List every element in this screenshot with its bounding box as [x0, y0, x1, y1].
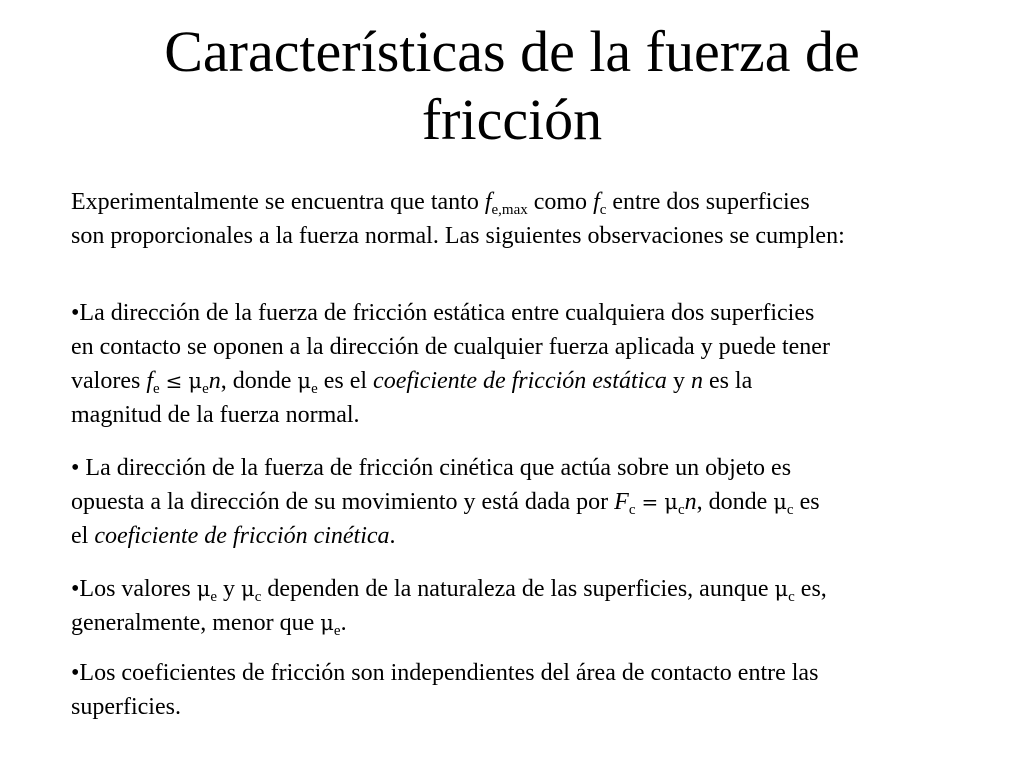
subscript: e: [311, 381, 318, 397]
bullet-contact-area: [71, 656, 971, 724]
symbol-n: n: [208, 368, 221, 394]
symbol-f: f: [146, 368, 153, 394]
slide-title: [0, 18, 1024, 155]
bullet-text: es: [793, 489, 820, 515]
intro-paragraph: [71, 185, 971, 253]
symbol-n: n: [684, 489, 697, 515]
leq-symbol: ≤: [165, 369, 183, 393]
bullet-kinetic-friction: [71, 451, 971, 553]
mu-symbol: μ: [320, 611, 334, 635]
bullet2-line-3: [71, 519, 971, 553]
subscript: e: [152, 381, 160, 397]
equals-symbol: =: [641, 490, 659, 514]
intro-text: como: [527, 189, 594, 215]
subscript: c: [788, 589, 795, 605]
subscript: e: [202, 381, 209, 397]
intro-line-1: [71, 185, 971, 219]
bullet-text: generalmente, menor que: [71, 610, 321, 636]
symbol-F: F: [614, 489, 629, 515]
subscript: e: [210, 589, 218, 605]
subscript: e: [333, 623, 341, 639]
bullet1-line-1: •La dirección de la fuerza de fricción estática entre cualquiera dos superficies: [71, 300, 815, 326]
subscript: c: [599, 202, 607, 218]
symbol-f: f: [593, 189, 600, 215]
subscript: e,max: [491, 202, 528, 218]
bullet1-line-3: [71, 364, 971, 398]
subscript: c: [786, 502, 794, 518]
title-line-2: fricción: [421, 87, 603, 153]
bullet-coefficient-values: [71, 572, 971, 640]
intro-line-2: son proporcionales a la fuerza normal. Las siguientes observaciones se cumplen:: [71, 223, 845, 249]
subscript: c: [628, 502, 636, 518]
bullet-text: •Los valores: [71, 576, 197, 602]
bullet-text: es la: [702, 368, 753, 394]
subscript: c: [677, 502, 685, 518]
bullet1-line-2: en contacto se oponen a la dirección de cualquier fuerza aplicada y puede tener: [71, 334, 830, 360]
title-line-1: Características de la fuerza de: [164, 19, 860, 84]
intro-text: entre dos superficies: [606, 189, 810, 215]
coefficient-term: coeficiente de fricción estática: [373, 368, 667, 394]
bullet-text: , donde: [696, 489, 774, 515]
bullet2-line-1: • La dirección de la fuerza de fricción cinética que actúa sobre un objeto es: [71, 455, 792, 481]
bullet-text: opuesta a la dirección de su movimiento y está dada por: [71, 489, 615, 515]
bullet-text: es,: [794, 576, 827, 602]
bullet-text: , donde: [220, 368, 298, 394]
subscript: c: [254, 589, 262, 605]
mu-symbol: μ: [196, 577, 211, 601]
bullet-text: y: [217, 576, 242, 602]
mu-symbol: μ: [188, 369, 203, 393]
intro-text: Experimentalmente se encuentra que tanto: [71, 189, 485, 215]
mu-symbol: μ: [773, 490, 787, 514]
bullet-static-friction: [71, 296, 971, 432]
bullet1-line-4: magnitud de la fuerza normal.: [71, 402, 360, 428]
bullet3-line-2: [71, 606, 971, 640]
bullet2-line-2: [71, 485, 971, 519]
bullet-text: es el: [317, 368, 374, 394]
bullet-text: valores: [71, 368, 147, 394]
mu-symbol: μ: [241, 577, 255, 601]
bullet4-line-2: superficies.: [71, 694, 181, 720]
bullet3-line-1: [71, 572, 971, 606]
symbol-n: n: [690, 368, 703, 394]
mu-symbol: μ: [664, 490, 678, 514]
symbol-f: f: [484, 189, 492, 215]
bullet-text: el: [71, 523, 95, 549]
mu-symbol: μ: [297, 369, 312, 393]
bullet-text: .: [389, 523, 396, 549]
bullet-text: y: [666, 368, 691, 394]
bullet-text: .: [340, 610, 347, 636]
mu-symbol: μ: [774, 577, 789, 601]
coefficient-term: coeficiente de fricción cinética: [94, 523, 390, 549]
bullet-text: dependen de la naturaleza de las superficies, aunque: [261, 576, 775, 602]
bullet4-line-1: •Los coeficientes de fricción son independientes del área de contacto entre las: [71, 660, 819, 686]
